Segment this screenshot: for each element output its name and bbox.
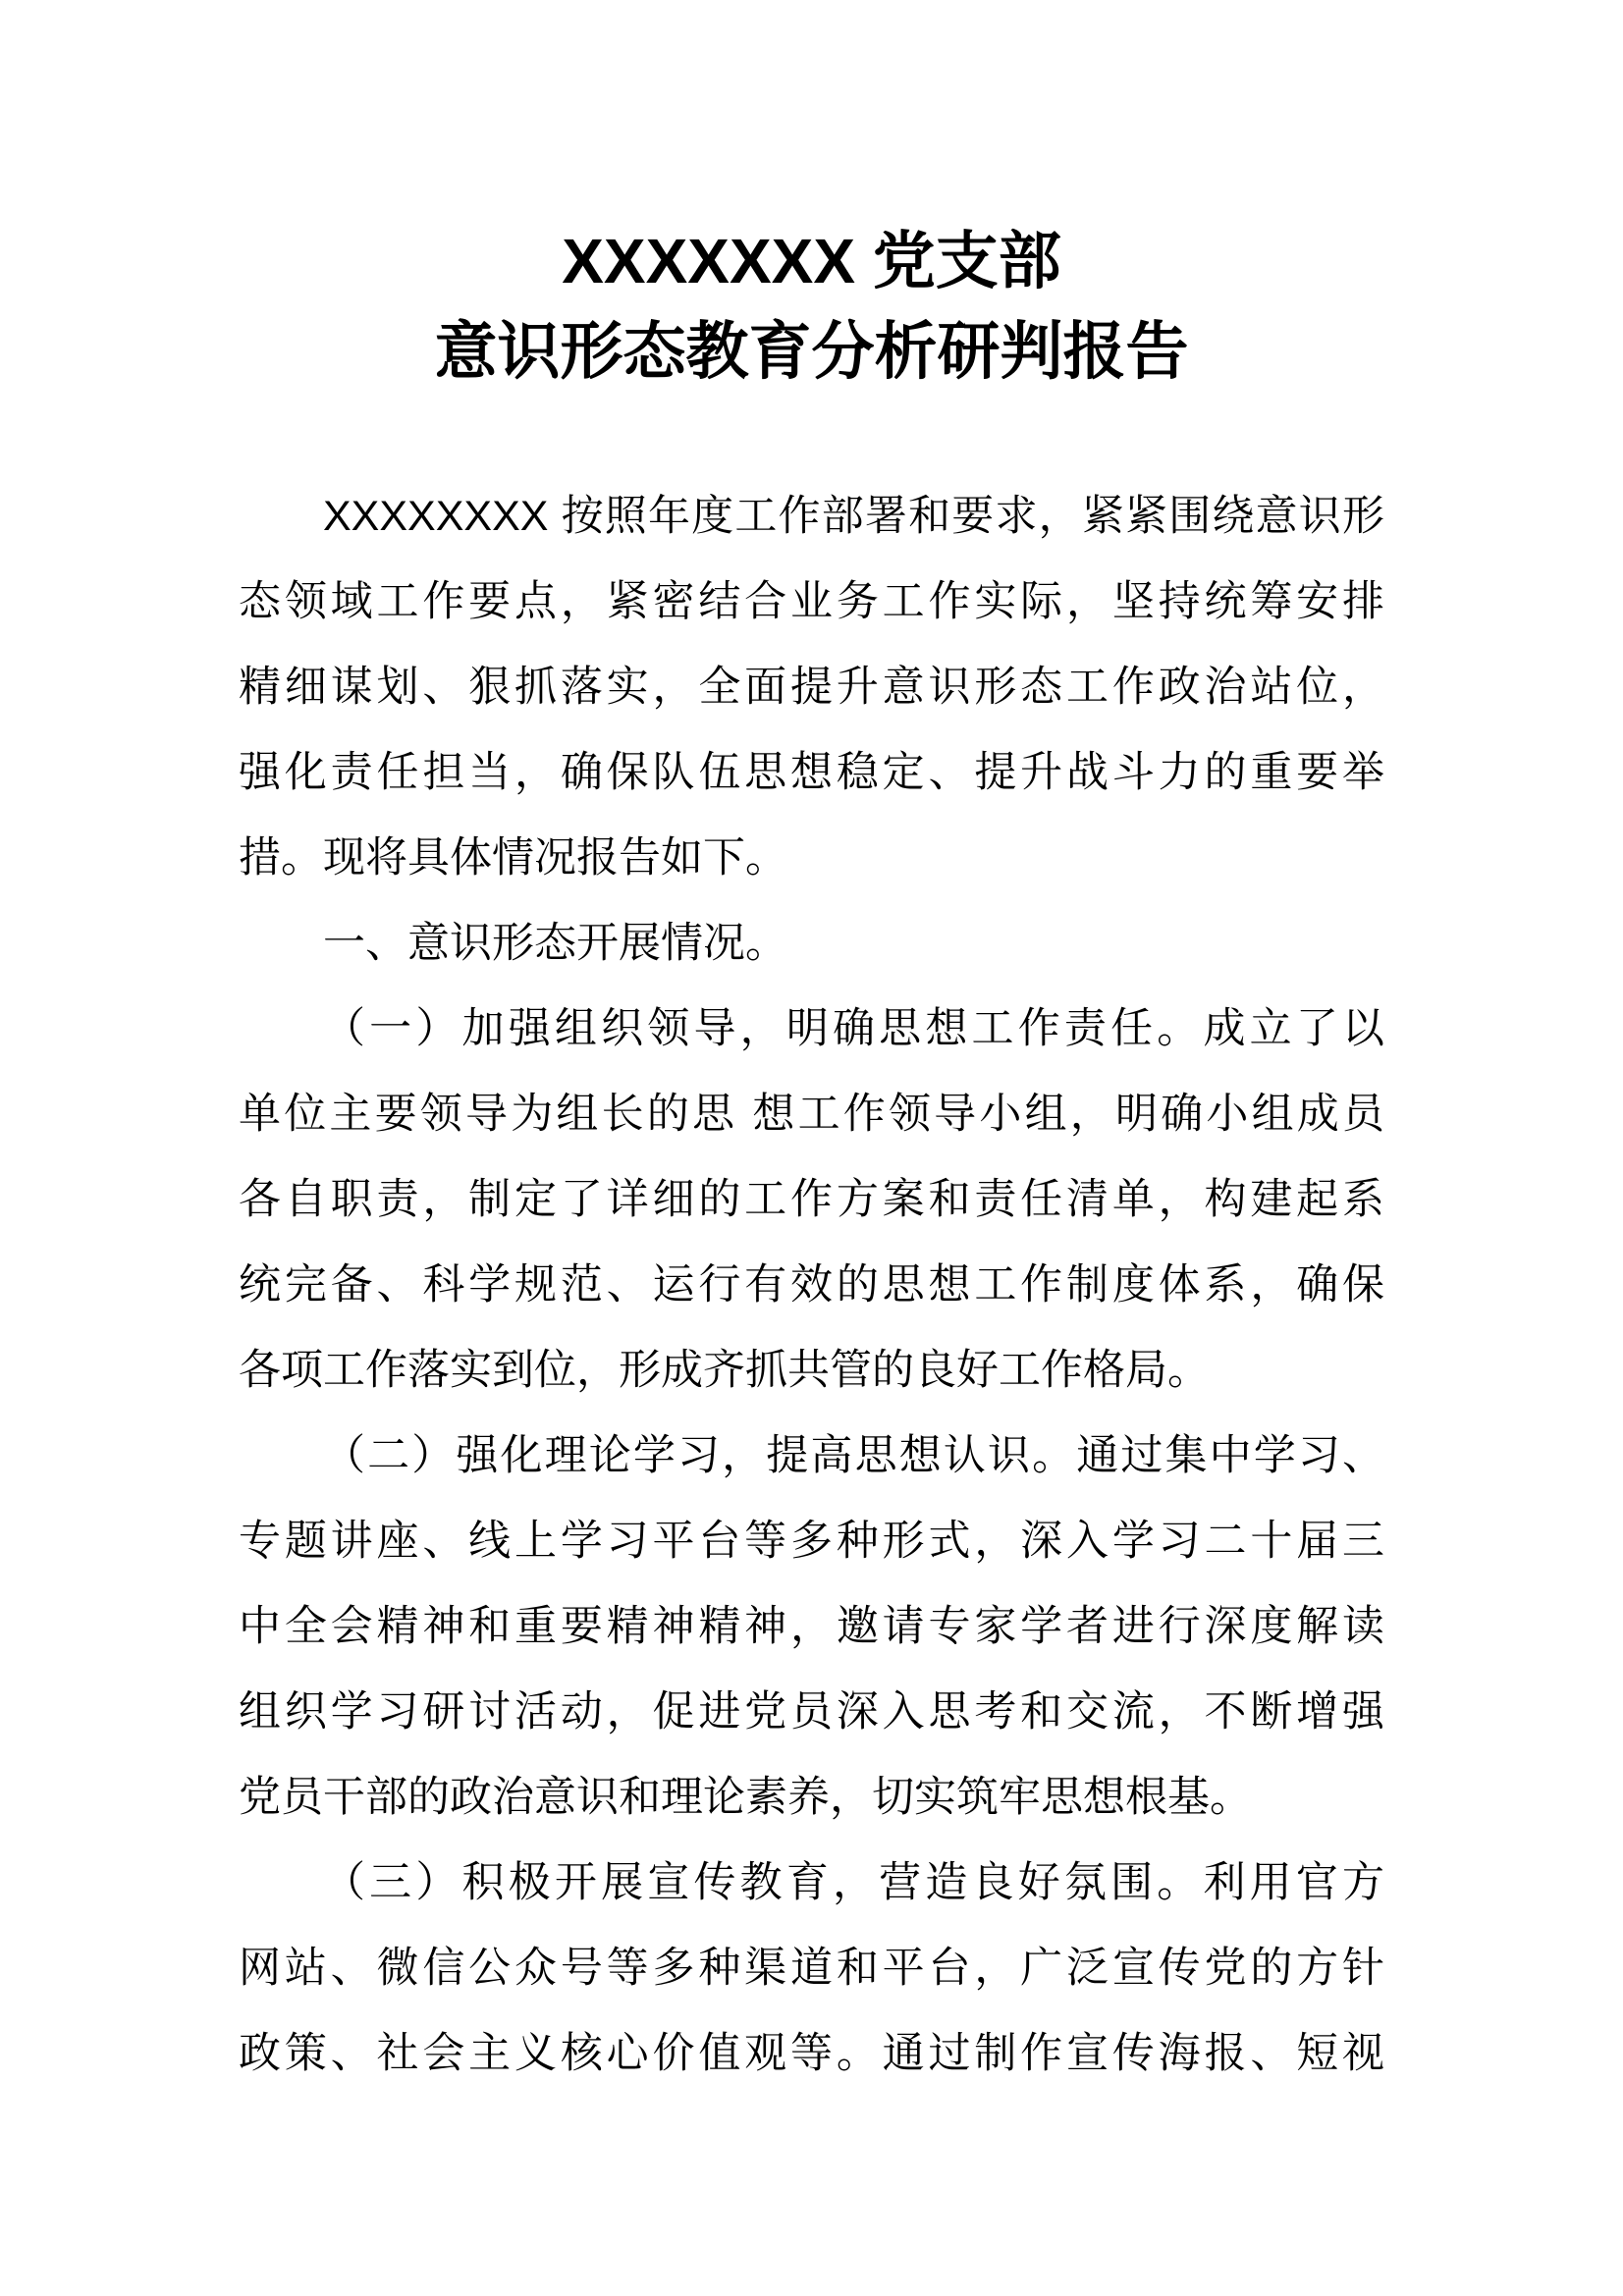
body-line-11: 各项工作落实到位，形成齐抓共管的良好工作格局。 [239,1347,1210,1394]
body-line-14: 中全会精神和重要精神精神，邀请专家学者进行深度解读 [239,1603,1384,1650]
body-line-7: （一）加强组织领导，明确思想工作责任。成立了以 [323,1005,1384,1052]
body-line-15: 组织学习研讨活动，促进党员深入思考和交流，不断增强 [239,1688,1384,1735]
body-line-16: 党员干部的政治意识和理论素养，切实筑牢思想根基。 [239,1774,1252,1821]
body-line-12: （二）强化理论学习，提高思想认识。通过集中学习、 [323,1432,1384,1479]
body-line-5: 措。现将具体情况报告如下。 [239,834,787,881]
body-line-3: 精细谋划、狠抓落实，全面提升意识形态工作政治站位， [239,664,1384,711]
body-line-19: 政策、社会主义核心价值观等。通过制作宣传海报、短视 [239,2030,1384,2077]
body-line-10: 统完备、科学规范、运行有效的思想工作制度体系，确保 [239,1261,1384,1308]
body-line-9: 各自职责，制定了详细的工作方案和责任清单，构建起系 [239,1176,1384,1223]
document-title-line-1: XXXXXXX 党支部 [562,226,1061,296]
document-title [239,216,1384,397]
document-body [239,474,1384,2097]
body-line-13: 专题讲座、线上学习平台等多种形式，深入学习二十届三 [239,1518,1384,1565]
body-line-2: 态领域工作要点，紧密结合业务工作实际，坚持统筹安排 [239,578,1384,625]
body-line-4: 强化责任担当，确保队伍思想稳定、提升战斗力的重要举 [239,749,1384,796]
body-line-18: 网站、微信公众号等多种渠道和平台，广泛宣传党的方针 [239,1945,1384,1992]
body-line-17: （三）积极开展宣传教育，营造良好氛围。利用官方 [323,1859,1384,1906]
body-line-8: 单位主要领导为组长的思 想工作领导小组，明确小组成员 [239,1091,1384,1138]
body-line-1: XXXXXXXX 按照年度工作部署和要求，紧紧围绕意识形 [323,493,1384,540]
document-title-line-2: 意识形态教育分析研判报告 [434,316,1189,387]
body-line-6-section-heading: 一、意识形态开展情况。 [323,920,787,967]
